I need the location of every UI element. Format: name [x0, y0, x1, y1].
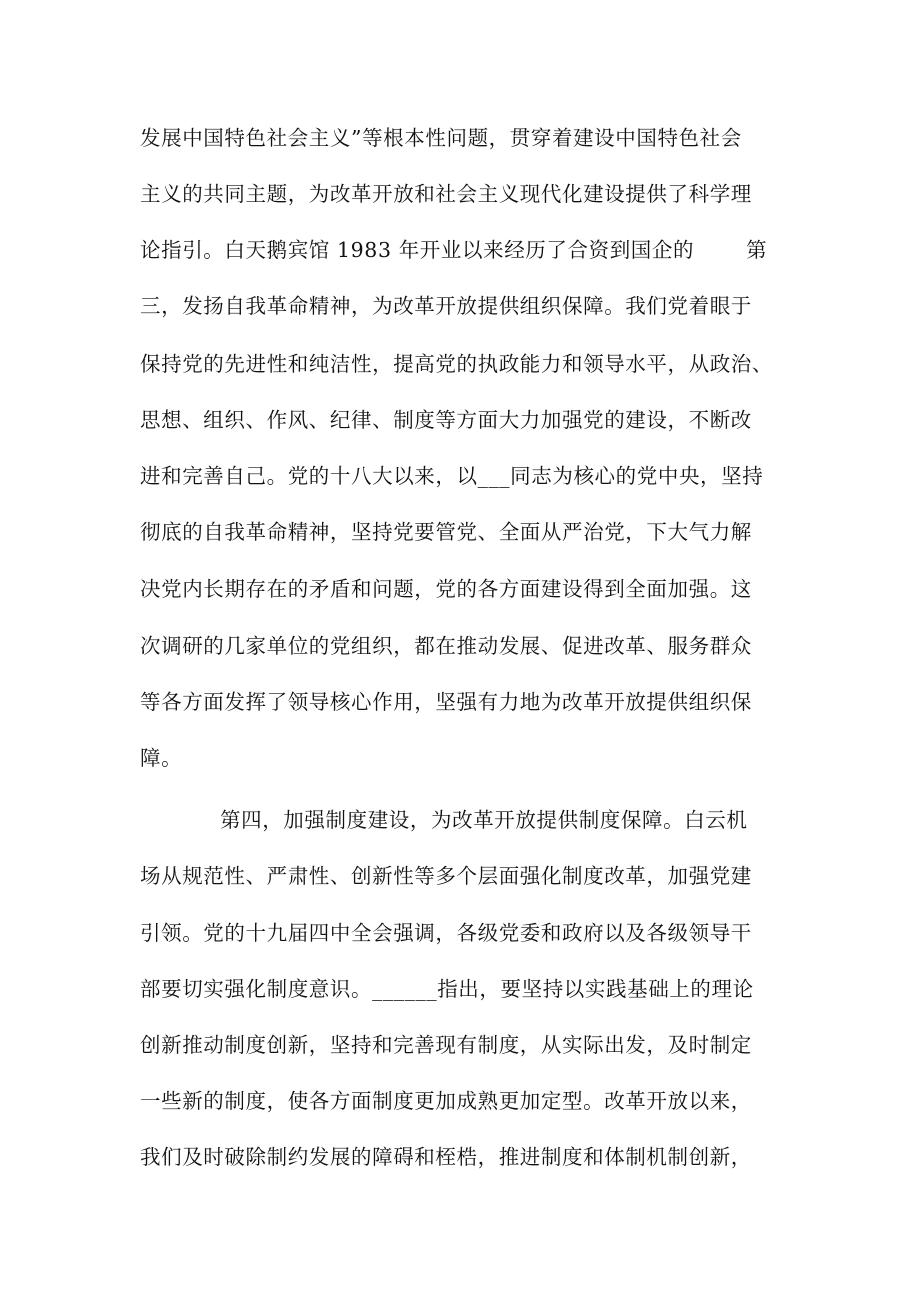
paragraph-2-line-3: 引领。党的十九届四中全会强调，各级党委和政府以及各级领导干	[140, 921, 752, 945]
paragraph-1-line-8: 彻底的自我革命精神，坚持党要管党、全面从严治党，下大气力解	[140, 520, 752, 544]
paragraph-1-line-3-tail: 第	[746, 238, 768, 262]
paragraph-1-line-7: 进和完善自己。党的十八大以来，以___同志为核心的党中央，坚持	[140, 464, 764, 488]
paragraph-2-line-4: 部要切实强化制度意识。______指出，要坚持以实践基础上的理论	[140, 977, 754, 1001]
paragraph-1-line-10: 次调研的几家单位的党组织，都在推动发展、促进改革、服务群众	[140, 634, 752, 658]
paragraph-1-line-4: 三，发扬自我革命精神，为改革开放提供组织保障。我们党着眼于	[140, 294, 752, 318]
paragraph-2-line-7: 我们及时破除制约发展的障碍和桎梏，推进制度和体制机制创新，	[140, 1145, 752, 1169]
paragraph-1-line-11: 等各方面发挥了领导核心作用，坚强有力地为改革开放提供组织保	[140, 690, 752, 714]
paragraph-1-line-3	[140, 235, 780, 265]
paragraph-2-line-1: 第四，加强制度建设，为改革开放提供制度保障。白云机	[220, 808, 748, 832]
paragraph-1-line-5: 保持党的先进性和纯洁性，提高党的执政能力和领导水平，从政治、	[140, 352, 773, 376]
paragraph-1-line-6: 思想、组织、作风、纪律、制度等方面大力加强党的建设，不断改	[140, 408, 752, 432]
paragraph-2-line-5: 创新推动制度创新，坚持和完善现有制度，从实际出发，及时制定	[140, 1033, 752, 1057]
paragraph-2-line-6: 一些新的制度，使各方面制度更加成熟更加定型。改革开放以来，	[140, 1089, 752, 1113]
paragraph-1-line-1: 发展中国特色社会主义”等根本性问题，贯穿着建设中国特色社会	[140, 126, 742, 150]
paragraph-2-line-2: 场从规范性、严肃性、创新性等多个层面强化制度改革，加强党建	[140, 864, 752, 888]
paragraph-1-line-3-text: 论指引。白天鹅宾馆 1983 年开业以来经历了合资到国企的	[140, 238, 695, 262]
paragraph-1-line-12: 障。	[140, 746, 183, 770]
paragraph-1-line-2: 主义的共同主题，为改革开放和社会主义现代化建设提供了科学理	[140, 182, 752, 206]
paragraph-1-line-9: 决党内长期存在的矛盾和问题，党的各方面建设得到全面加强。这	[140, 577, 752, 601]
